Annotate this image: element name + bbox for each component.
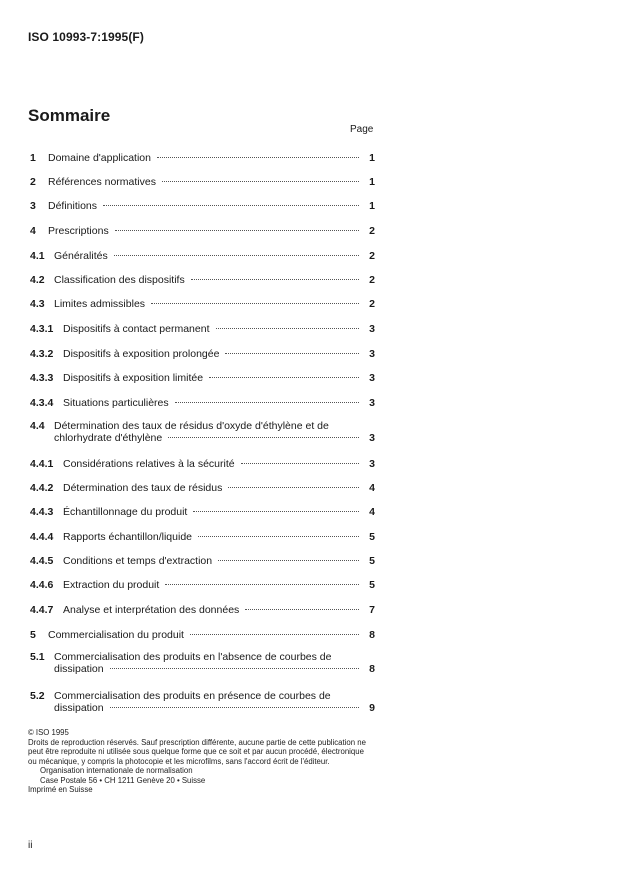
toc-section-number: 4.4.4 xyxy=(30,531,54,543)
toc-section-number: 3 xyxy=(30,200,36,212)
toc-page-number: 2 xyxy=(369,298,375,310)
dot-leader xyxy=(245,609,359,610)
toc-title: Généralités xyxy=(54,250,108,262)
toc-title: Prescriptions xyxy=(48,225,109,237)
dot-leader xyxy=(115,230,359,231)
toc-title: Domaine d'application xyxy=(48,152,151,164)
toc-section-number: 4.4.6 xyxy=(30,579,54,591)
toc-page-number: 4 xyxy=(369,482,375,494)
toc-page-number: 1 xyxy=(369,200,375,212)
page-title: Sommaire xyxy=(28,106,111,125)
toc-section-number: 4.3.1 xyxy=(30,323,54,335)
toc-title: Limites admissibles xyxy=(54,298,146,310)
toc-page-number: 9 xyxy=(369,702,375,714)
toc-section-number: 4.3.4 xyxy=(30,397,54,409)
toc-title: Commercialisation des produits en l'absence de courbes de xyxy=(54,651,332,663)
toc-title: Rapports échantillon/liquide xyxy=(63,531,192,543)
toc-page-number: 3 xyxy=(369,323,375,335)
toc-section-number: 4.4.2 xyxy=(30,482,54,494)
dot-leader xyxy=(110,668,359,669)
toc-title: Situations particulières xyxy=(63,397,169,409)
dot-leader xyxy=(216,328,360,329)
toc-title: Échantillonnage du produit xyxy=(63,506,188,518)
dot-leader xyxy=(193,511,359,512)
dot-leader xyxy=(157,157,359,158)
toc-title: Dispositifs à exposition limitée xyxy=(63,372,204,384)
dot-leader xyxy=(198,536,359,537)
toc-page-number: 3 xyxy=(369,372,375,384)
toc-title: Dispositifs à exposition prolongée xyxy=(63,348,220,360)
toc-page-number: 2 xyxy=(369,250,375,262)
toc-page-number: 5 xyxy=(369,579,375,591)
rights-statement: Droits de reproduction réservés. Sauf prescription différente, aucune partie de cette publication ne peut être reproduite ni utilisée sous quelque forme que ce soit et par aucun procédé, électronique ou mécanique, y compris la photocopie et les microfilms, sans l'accord écrit de l'éditeur. xyxy=(28,737,366,766)
dot-leader xyxy=(168,437,359,438)
organization-address: Case Postale 56 • CH 1211 Genève 20 • Suisse xyxy=(40,775,206,785)
toc-page-number: 3 xyxy=(369,432,375,444)
toc-title: Définitions xyxy=(48,200,98,212)
toc-title: Références normatives xyxy=(48,176,156,188)
toc-section-number: 4.3.2 xyxy=(30,348,54,360)
toc-title-continued: chlorhydrate d'éthylène xyxy=(54,432,163,444)
toc-section-number: 4.4 xyxy=(30,420,45,432)
dot-leader xyxy=(165,584,359,585)
toc-page-number: 7 xyxy=(369,604,375,616)
toc-page-number: 3 xyxy=(369,348,375,360)
dot-leader xyxy=(228,487,359,488)
toc-page-number: 5 xyxy=(369,531,375,543)
dot-leader xyxy=(175,402,359,403)
toc-page-number: 5 xyxy=(369,555,375,567)
page-column-label: Page xyxy=(350,124,374,135)
toc-page-number: 1 xyxy=(369,152,375,164)
toc-title-continued: dissipation xyxy=(54,702,104,714)
dot-leader xyxy=(190,634,359,635)
toc-page-number: 8 xyxy=(369,629,375,641)
dot-leader xyxy=(209,377,359,378)
dot-leader xyxy=(110,707,359,708)
toc-title: Dispositifs à contact permanent xyxy=(63,323,210,335)
dot-leader xyxy=(162,181,359,182)
toc-title: Extraction du produit xyxy=(63,579,160,591)
toc-section-number: 4.4.1 xyxy=(30,458,54,470)
toc-title: Classification des dispositifs xyxy=(54,274,185,286)
toc-section-number: 4 xyxy=(30,225,36,237)
toc-page-number: 2 xyxy=(369,274,375,286)
dot-leader xyxy=(218,560,359,561)
dot-leader xyxy=(114,255,359,256)
toc-title: Conditions et temps d'extraction xyxy=(63,555,213,567)
toc-section-number: 4.4.7 xyxy=(30,604,54,616)
toc-section-number: 4.2 xyxy=(30,274,45,286)
toc-title: Détermination des taux de résidus xyxy=(63,482,223,494)
dot-leader xyxy=(241,463,359,464)
toc-title: Commercialisation du produit xyxy=(48,629,184,641)
toc-page-number: 3 xyxy=(369,397,375,409)
toc-title: Considérations relatives à la sécurité xyxy=(63,458,235,470)
toc-section-number: 5.2 xyxy=(30,690,45,702)
copyright-line: © ISO 1995 xyxy=(28,728,69,737)
page-folio: ii xyxy=(28,840,33,851)
toc-section-number: 2 xyxy=(30,176,36,188)
toc-title: Détermination des taux de résidus d'oxyde d'éthylène et de xyxy=(54,420,329,432)
toc-section-number: 4.4.3 xyxy=(30,506,54,518)
toc-section-number: 5.1 xyxy=(30,651,45,663)
toc-page-number: 3 xyxy=(369,458,375,470)
dot-leader xyxy=(103,205,359,206)
toc-section-number: 4.3 xyxy=(30,298,45,310)
toc-section-number: 4.3.3 xyxy=(30,372,54,384)
printed-in: Imprimé en Suisse xyxy=(28,785,93,794)
dot-leader xyxy=(225,353,359,354)
standard-reference: ISO 10993-7:1995(F) xyxy=(28,30,144,44)
toc-title: Analyse et interprétation des données xyxy=(63,604,240,616)
toc-section-number: 1 xyxy=(30,152,36,164)
dot-leader xyxy=(191,279,359,280)
toc-section-number: 4.1 xyxy=(30,250,45,262)
toc-title-continued: dissipation xyxy=(54,663,104,675)
toc-page-number: 4 xyxy=(369,506,375,518)
copyright-notice xyxy=(28,728,374,795)
toc-page-number: 1 xyxy=(369,176,375,188)
toc-title: Commercialisation des produits en présence de courbes de xyxy=(54,690,331,702)
toc-page-number: 8 xyxy=(369,663,375,675)
organization-name: Organisation internationale de normalisation xyxy=(40,766,193,775)
dot-leader xyxy=(151,303,359,304)
toc-section-number: 5 xyxy=(30,629,36,641)
toc-page-number: 2 xyxy=(369,225,375,237)
toc-section-number: 4.4.5 xyxy=(30,555,54,567)
